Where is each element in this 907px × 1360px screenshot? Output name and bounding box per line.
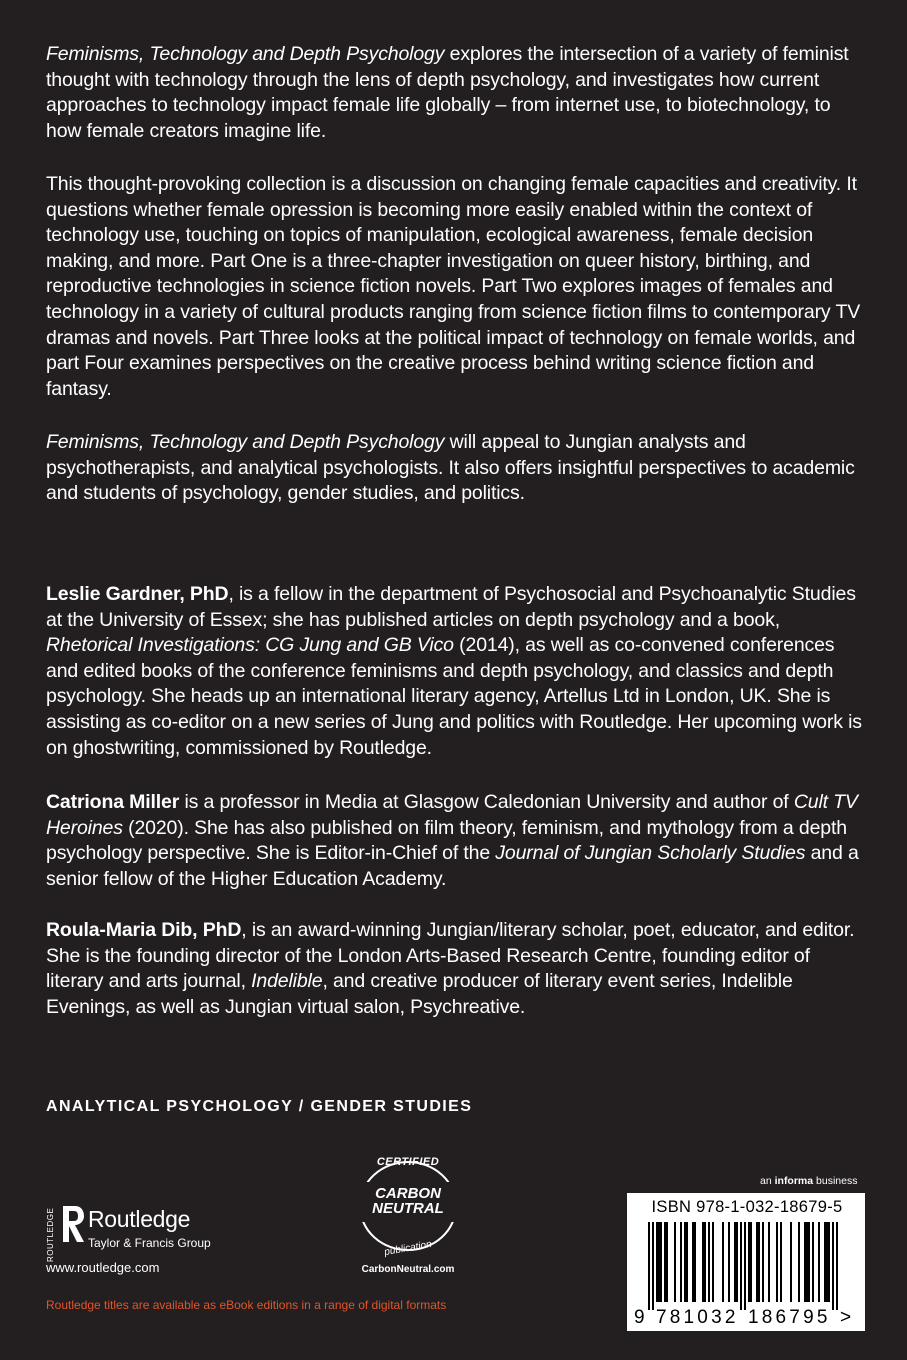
neutral-label: NEUTRAL (372, 1200, 444, 1217)
barcode-bar (806, 1222, 808, 1302)
barcode-bar (728, 1222, 730, 1302)
publisher-name: Routledge (88, 1206, 191, 1232)
ebook-availability-note: Routledge titles are available as eBook editions in a range of digital formats (46, 1298, 447, 1312)
carbon-label: CARBON (375, 1185, 441, 1202)
barcode-bar (652, 1222, 654, 1310)
author-name: Catriona Miller (46, 791, 180, 813)
publisher-url: www.routledge.com (46, 1260, 160, 1275)
barcode-bar (686, 1222, 688, 1302)
barcode-bar (722, 1222, 724, 1302)
barcode-bar (658, 1222, 660, 1302)
barcode-bar (828, 1222, 830, 1302)
barcode-bar (694, 1222, 696, 1302)
barcode-bar (750, 1222, 752, 1302)
barcode-bar (748, 1222, 750, 1302)
barcode-bar (656, 1222, 658, 1302)
carbon-publication-label: publication (383, 1238, 433, 1259)
barcode-bar (664, 1222, 666, 1302)
barcode-bar (780, 1222, 782, 1302)
routledge-logo-icon (60, 1204, 86, 1244)
barcode-bar (736, 1222, 738, 1302)
barcode-first-digit: 9 (634, 1307, 648, 1328)
carbon-certified-label: CERTIFIED (376, 1156, 440, 1168)
book-title: Feminisms, Technology and Depth Psychology (46, 431, 445, 453)
barcode-bar (758, 1222, 760, 1302)
barcode-bar (740, 1222, 742, 1310)
author-bio-gardner: Leslie Gardner, PhD, is a fellow in the department of Psychosocial and Psychoanalytic Studies at the University of Essex; she has published articles on depth psychology and a book, Rhetorical Investigations: CG Jung and GB Vico (2014), as well as co-convened conferences and edited books of the conference feminisms and depth psychology, and classics and depth psychology. She heads up an international literary agency, Artellus Ltd in London, UK. She is assisting as co-editor on a new series of Jung and politics with Routledge. Her upcoming work is on ghostwriting, commissioned by Routledge. (46, 583, 862, 759)
barcode-bar (708, 1222, 710, 1302)
barcode-right-digits: 186795 (748, 1307, 831, 1328)
barcode-bar (702, 1222, 704, 1302)
barcode-bar (768, 1222, 770, 1302)
author-bio-dib: Roula-Maria Dib, PhD, is an award-winning Jungian/literary scholar, poet, educator, and editor. She is the founding director of the London Arts-Based Research Centre, founding editor of literary and arts journal, Indelible, and creative producer of literary event series, Indelible Evenings, as well as Jungian virtual salon, Psychreative. (46, 919, 855, 1018)
barcode-quiet-mark: > (840, 1307, 855, 1328)
barcode-bar (790, 1222, 792, 1302)
barcode-bar (798, 1222, 800, 1302)
barcode-bar (648, 1222, 650, 1310)
barcode-bar (660, 1222, 662, 1302)
carbon-url: CarbonNeutral.com (361, 1264, 455, 1275)
author-name: Leslie Gardner, PhD (46, 583, 229, 605)
subject-category: ANALYTICAL PSYCHOLOGY / GENDER STUDIES (46, 1098, 473, 1115)
author-bio-miller: Catriona Miller is a professor in Media at Glasgow Caledonian University and author of Cult TV Heroines (2020). She has also published on film theory, feminism, and mythology from a depth psychology perspective. She is Editor-in-Chief of the Journal of Jungian Scholarly Studies and a senior fellow of the Higher Education Academy. (46, 791, 859, 890)
barcode-bar (704, 1222, 706, 1302)
barcode-bar (818, 1222, 820, 1302)
informa-business-label: an informa business (760, 1175, 858, 1187)
barcode-bar (734, 1222, 736, 1302)
barcode-bar (808, 1222, 810, 1302)
barcode-bar (826, 1222, 828, 1302)
barcode-left-digits: 781032 (656, 1307, 739, 1328)
barcode-bar (776, 1222, 778, 1302)
barcode-bar (836, 1222, 838, 1310)
blurb-paragraph-2: This thought-provoking collection is a discussion on changing female capacities and creativity. It questions whether female opression is becoming more easily enabled within the context of technology use, touching on topics of manipulation, ecological awareness, female decision making, and more. Part One is a three-chapter investigation on queer history, birthing, and reproductive technologies in science fiction novels. Part Two explores images of females and technology in a variety of cultural products ranging from science fiction films to contemporary TV dramas and novels. Part Three looks at the political impact of technology on female worlds, and part Four examines perspectives on the creative process behind writing science fiction and fantasy. (46, 173, 861, 400)
barcode-bar (812, 1222, 814, 1302)
barcode-bar (832, 1222, 834, 1310)
blurb-paragraph-3: Feminisms, Technology and Depth Psychology will appeal to Jungian analysts and psychotherapists, and analytical psychologists. It also offers insightful perspectives to academic and students of psychology, gender studies, and politics. (46, 431, 855, 505)
blurb-paragraph-1: Feminisms, Technology and Depth Psychology explores the intersection of a variety of feminist thought with technology through the lens of depth psychology, and investigates how current approaches to technology impact female life globally – from internet use, to biotechnology, to how female creators imagine life. (46, 43, 849, 142)
barcode-bar (674, 1222, 676, 1302)
publisher-vertical-wordmark: ROUTLEDGE (46, 1207, 55, 1262)
barcode-bar (762, 1222, 764, 1302)
barcode-bar (692, 1222, 694, 1302)
barcode-bar (680, 1222, 682, 1302)
barcode-bar (684, 1222, 686, 1302)
book-title: Feminisms, Technology and Depth Psychology (46, 43, 445, 65)
barcode-bar (712, 1222, 714, 1302)
isbn-label: ISBN 978-1-032-18679-5 (651, 1198, 843, 1216)
barcode-bar (824, 1222, 826, 1302)
publisher-group: Taylor & Francis Group (88, 1236, 211, 1250)
barcode-bar (666, 1222, 668, 1302)
barcode-bar (804, 1222, 806, 1302)
barcode-bar (756, 1222, 758, 1302)
barcode-bar (744, 1222, 746, 1310)
author-name: Roula-Maria Dib, PhD (46, 919, 242, 941)
isbn-barcode (632, 1222, 860, 1328)
